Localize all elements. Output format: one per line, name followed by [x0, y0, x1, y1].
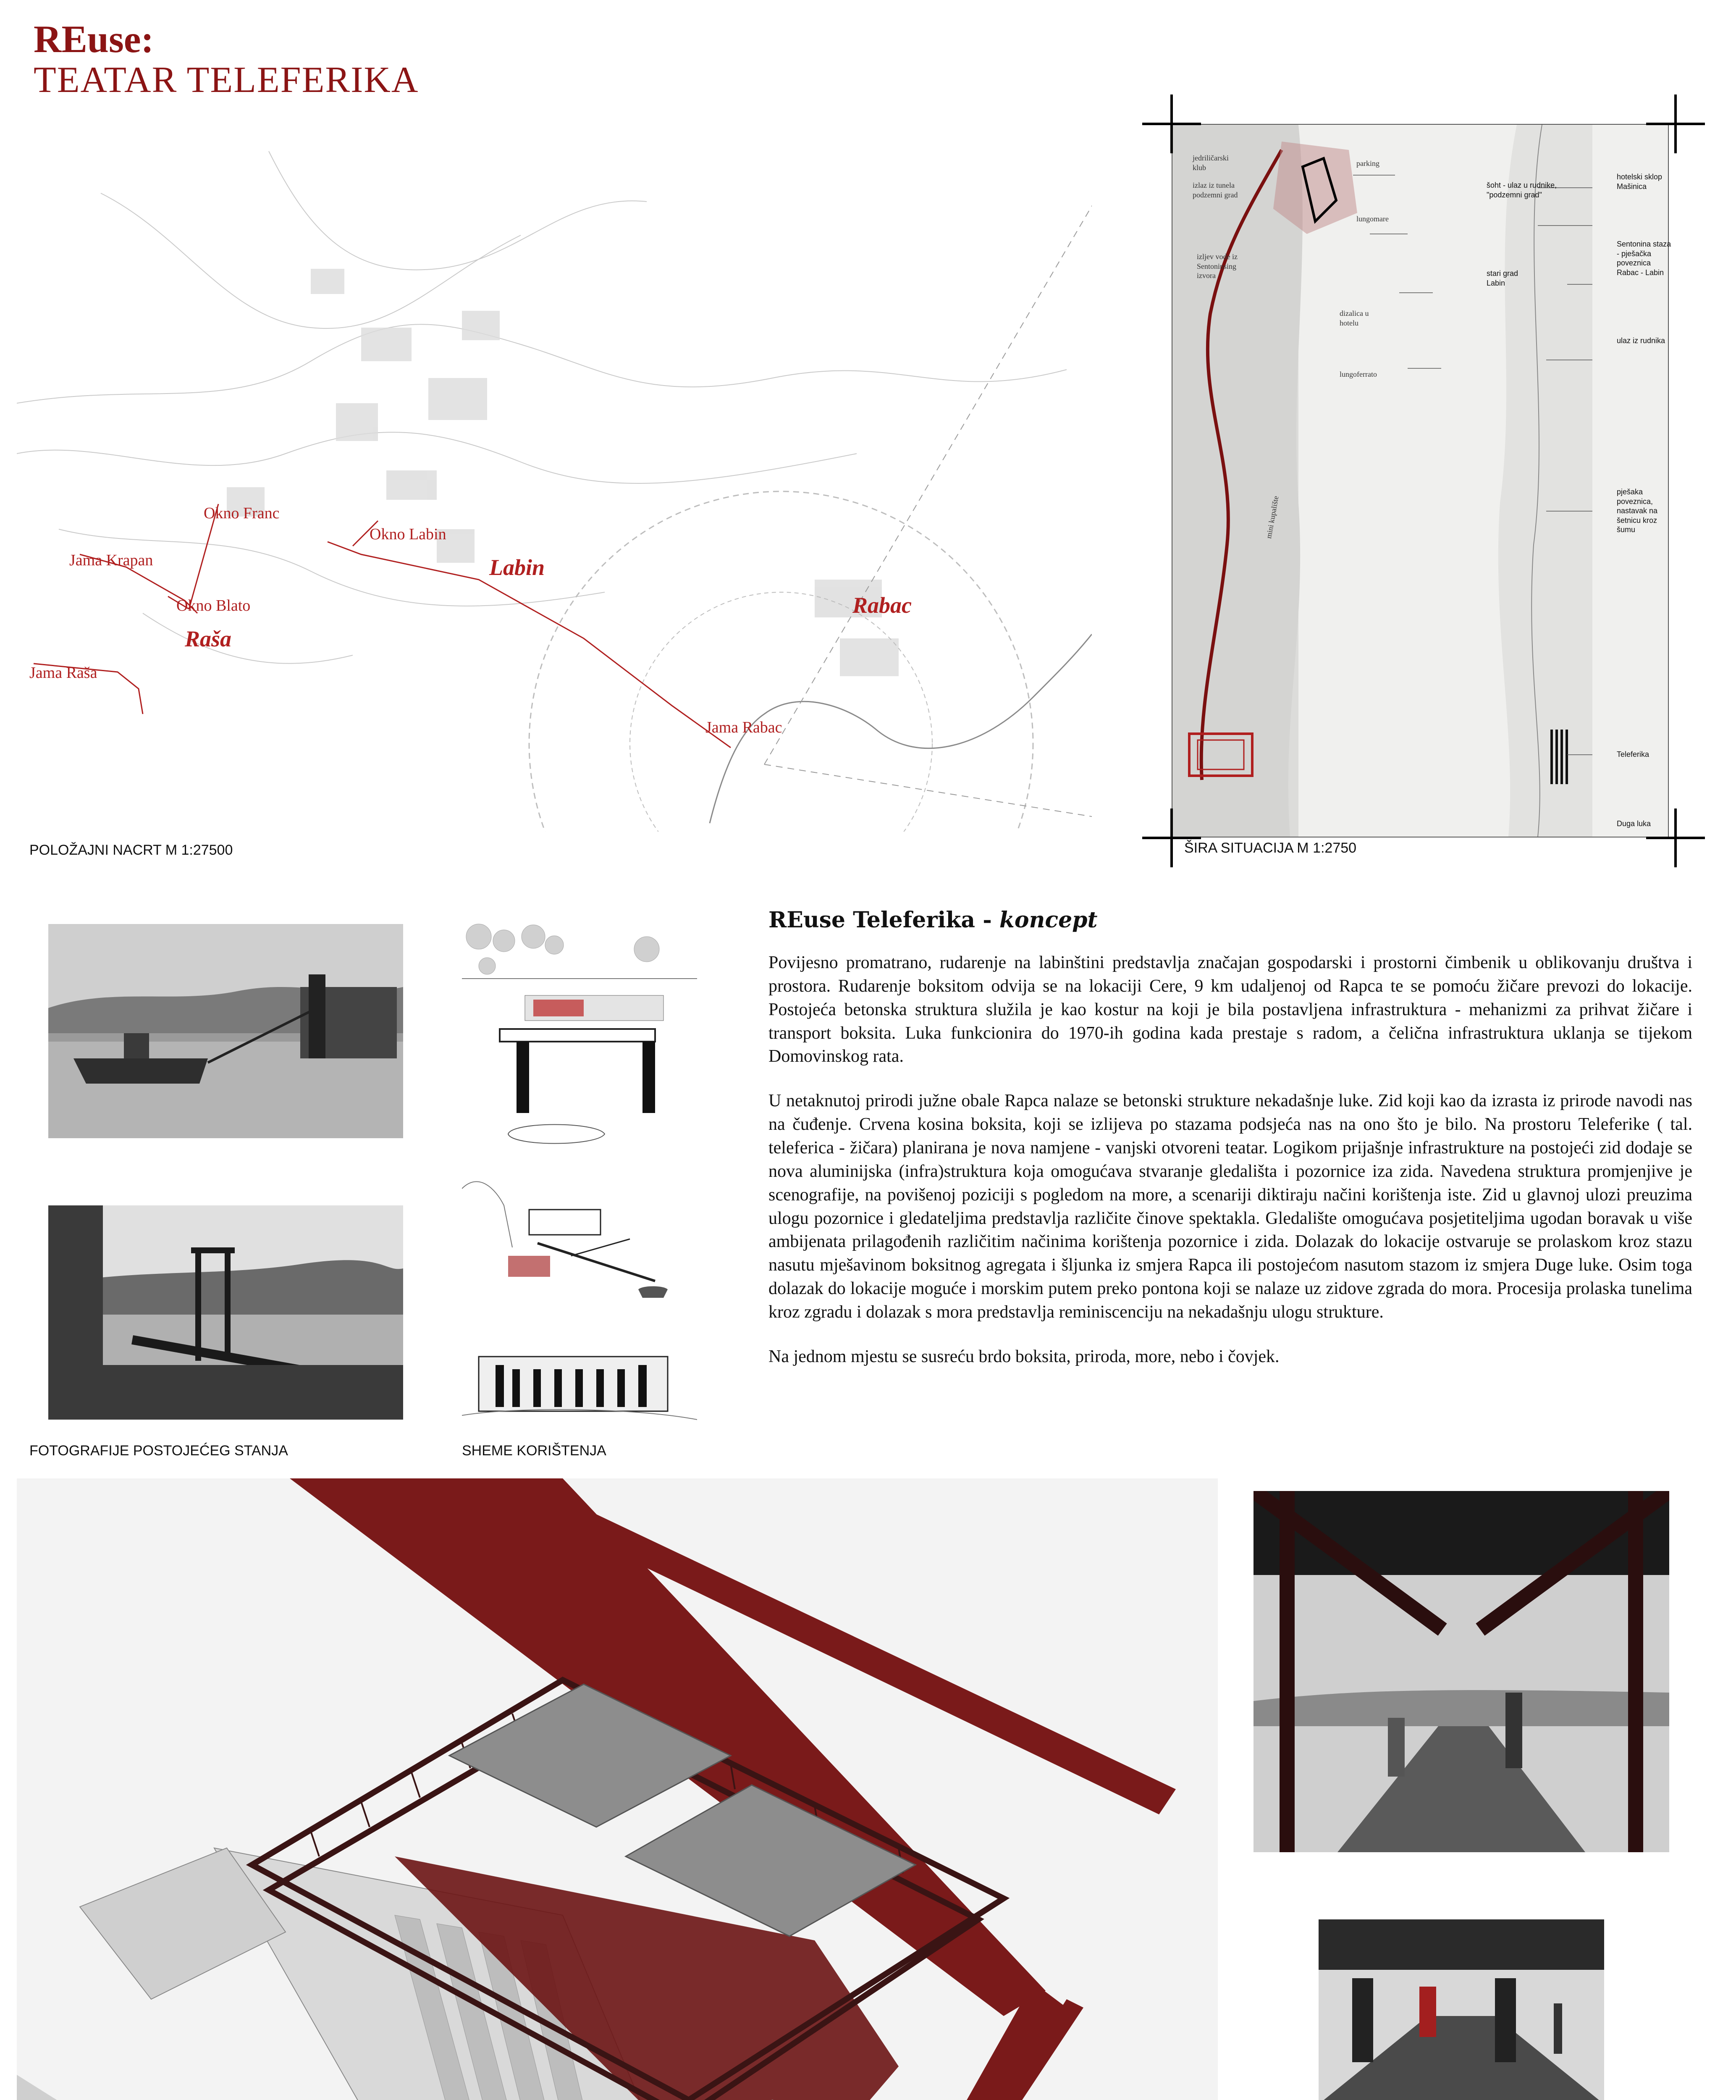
note-sentonina-staza: Sentonina staza - pješačka poveznica Rabac - Labin: [1617, 240, 1671, 277]
location-map: [17, 109, 1092, 832]
site-plan-drawing: [1172, 125, 1668, 837]
title-line-1: REuse:: [34, 18, 154, 60]
note-jedrilicarski: jedriličarski klub: [1193, 154, 1229, 172]
label-rasa: Raša: [185, 626, 232, 651]
label-okno-blato: Okno Blato: [176, 597, 251, 614]
concept-title-main: REuse Teleferika -: [768, 907, 992, 933]
usage-schemes: [462, 920, 697, 1432]
note-teleferika: Teleferika: [1617, 750, 1649, 759]
note-stari-grad: stari grad Labin: [1487, 269, 1518, 287]
photo-harbour-ship: [48, 924, 403, 1138]
label-okno-labin: Okno Labin: [370, 525, 446, 543]
photo-teleferika-structure: [48, 1205, 403, 1420]
render-gallery: [1319, 1919, 1604, 2100]
concept-paragraph-3: Na jednom mjestu se susreću brdo boksita, priroda, more, nebo i čovjek.: [768, 1347, 1280, 1366]
map-caption: POLOŽAJNI NACRT M 1:27500: [29, 842, 233, 858]
note-hotelski-sklop: hotelski sklop Mašinica: [1617, 173, 1663, 191]
note-soht: šoht - ulaz u rudnike, "podzemni grad": [1487, 181, 1557, 199]
note-mini-kupaliste: mini kupalište: [1264, 495, 1280, 539]
title-line-2: TEATAR TELEFERIKA: [34, 60, 419, 100]
concept-text: [768, 951, 1692, 1390]
note-izlaz-tunela: izlaz iz tunela podzemni grad: [1193, 181, 1238, 199]
note-dizalica: dizalica u hotelu: [1340, 309, 1369, 327]
site-plan-frame: [1172, 124, 1669, 837]
note-duga-luka: Duga luka: [1617, 819, 1651, 828]
label-jama-krapan: Jama Krapan: [69, 551, 153, 569]
label-jama-rabac: Jama Rabac: [705, 719, 782, 736]
label-labin: Labin: [489, 555, 545, 580]
label-jama-rasa: Jama Raša: [29, 664, 97, 682]
crosshair-top-left: [1142, 94, 1201, 153]
concept-paragraph-1: Povijesno promatrano, rudarenje na labinštini predstavlja značajan gospodarski i prostorni čimbenik u oblikovanju društva i prostora. Rudarenje boksitom odvija se na lokaciji Cere, 9 km udaljenoj od Rapca te se pomoću žičare prevozi do lokacije. Postojeća betonska struktura služila je kao kostur na koji je bila postavljena infrastruktura - mehanizmi za prihvat žičare i transport boksita. Luka funkcionira do 1970-ih godina kada prestaje s radom, a čelična infrastruktura uklanja se tijekom Domovinskog rata.: [768, 953, 1692, 1066]
note-izljev-vode: izljev vode iz Sentoninsing izvora: [1197, 252, 1238, 280]
note-pjesacka-poveznica: pješaka poveznica, nastavak na šetnicu kroz šumu: [1617, 488, 1658, 534]
schemes-caption: SHEME KORIŠTENJA: [462, 1443, 606, 1459]
label-okno-franc: Okno Franc: [204, 504, 280, 522]
site-caption: ŠIRA SITUACIJA M 1:2750: [1184, 840, 1357, 856]
label-rabac: Rabac: [852, 593, 912, 618]
concept-paragraph-2: U netaknutoj prirodi južne obale Rapca nalaze se betonski strukture nekadašnje luke. Zid koji kao da izrasta iz prirode navodi nas na čuđenje. Crvena kosina boksita, koji se izlijeva po stazama podsjeća nas na ono što je bilo. Na prostoru Teleferike ( tal. teleferica - žičara) planirana je nova namjene - vanjski otvoreni teatar. Logikom prijašnje infrastrukture na postojeći zid dodaje se nova aluminijska (infra)struktura koja omogućava stvaranje gledališta i pozornice iza zida. Navedena struktura promjenjive je scenografije, na povišenoj poziciji s pogledom na more, a scenariji diktiraju načini korištenja iste. Zid u glavnoj ulozi preuzima ulogu pozornice i gledateljima predstavlja različite činove spektakla. Gledalište omogućava posjetiteljima ugodan boravak u više ambijenata prilagođenih različitim načinima korištenja pozornice i zida. Dolazak do lokacije ostvaruje se prolaskom kroz stazu nasutu mješavinom boksitnog agregata i šljunka iz smjera Rapca ili postojećom nasutom stazom iz smjera Duge luke. Osim toga dolazak do lokacije moguće i morskim putem preko pontona koji se nalaze uz zidove zgrada do mora. Procesija prolaska tunelima kroz zgradu i dolazak s mora predstavlja reminiscenciju na nekadašnju ulogu strukture.: [768, 1091, 1692, 1322]
render-walkway: [1253, 1491, 1669, 1852]
note-parking: parking: [1356, 159, 1379, 168]
concept-title: [768, 907, 1098, 933]
crosshair-bottom-right: [1646, 808, 1705, 867]
note-lungomare: lungomare: [1356, 215, 1389, 223]
concept-title-italic: koncept: [999, 907, 1098, 933]
crosshair-bottom-left: [1142, 808, 1201, 867]
photos-caption: FOTOGRAFIJE POSTOJEĆEG STANJA: [29, 1443, 288, 1459]
note-ulaz-rudnika: ulaz iz rudnika: [1617, 336, 1665, 345]
crosshair-top-right: [1646, 94, 1705, 153]
axonometric-render: [17, 1478, 1218, 2100]
note-lungoferrato: lungoferrato: [1340, 370, 1377, 378]
